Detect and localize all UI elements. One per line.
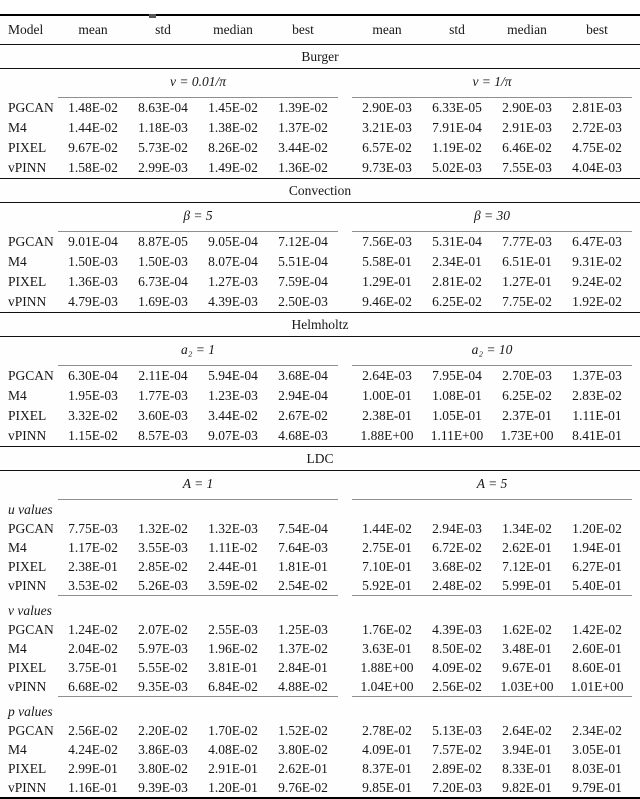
value-cell: 4.09E-02 (432, 659, 482, 675)
value-cell: 3.68E-02 (432, 558, 482, 574)
value-cell: 8.07E-04 (208, 254, 258, 270)
value-cell: 6.73E-04 (138, 274, 188, 290)
value-cell: 1.01E+00 (570, 678, 624, 694)
table-row-pgcan (0, 98, 640, 119)
value-cell: 2.56E-02 (68, 722, 118, 738)
value-cell: 2.62E-01 (278, 760, 328, 776)
value-cell: 1.92E-02 (572, 294, 622, 310)
value-cell: 1.20E-01 (208, 779, 258, 795)
value-cell: 3.63E-01 (362, 640, 412, 656)
col-header-mean-1: mean (78, 22, 108, 38)
value-cell: 5.94E-04 (208, 368, 258, 384)
group-header-row-convection (0, 203, 640, 232)
value-cell: 2.20E-02 (138, 722, 188, 738)
value-cell: 3.21E-03 (362, 120, 412, 136)
group-header-convection-1: β = 30 (352, 203, 632, 232)
value-cell: 5.73E-02 (138, 140, 188, 156)
value-cell: 5.40E-01 (572, 577, 622, 593)
group-header-helmholtz-0: a₂ = 1 (58, 337, 338, 366)
model-label-pgcan: PGCAN (8, 621, 54, 637)
model-label-m4: M4 (8, 640, 27, 656)
value-cell: 1.32E-02 (138, 520, 188, 536)
value-cell: 2.56E-02 (432, 678, 482, 694)
value-cell: 7.59E-04 (278, 274, 328, 290)
group-header-burger-1: ν = 1/π (352, 69, 632, 98)
value-cell: 1.45E-02 (208, 100, 258, 116)
value-cell: 9.39E-03 (138, 779, 188, 795)
model-label-vpinn: vPINN (8, 160, 47, 176)
value-cell: 2.04E-02 (68, 640, 118, 656)
value-cell: 5.13E-03 (432, 722, 482, 738)
value-cell: 6.30E-04 (68, 368, 118, 384)
value-cell: 6.27E-01 (572, 558, 622, 574)
group-header-ldc-1: A = 5 (352, 471, 632, 500)
caption-fragment (149, 14, 156, 18)
value-cell: 1.42E-02 (572, 621, 622, 637)
value-cell: 1.29E-01 (362, 274, 412, 290)
subsection-label-row (0, 601, 640, 620)
value-cell: 1.37E-02 (278, 640, 328, 656)
col-header-mean-2: mean (372, 22, 402, 38)
value-cell: 5.92E-01 (362, 577, 412, 593)
value-cell: 4.68E-03 (278, 428, 328, 444)
subsection-label-row (0, 702, 640, 721)
subsection-label-u: u values (8, 501, 53, 517)
col-header-best-2: best (586, 22, 608, 38)
value-cell: 8.57E-03 (138, 428, 188, 444)
table-row-pixel (0, 658, 640, 677)
model-label-vpinn: vPINN (8, 779, 47, 795)
table-row-m4 (0, 386, 640, 406)
model-label-pixel: PIXEL (8, 408, 47, 424)
value-cell: 2.99E-01 (68, 760, 118, 776)
section-title-row-helmholtz (0, 313, 640, 336)
subsection-label-p: p values (8, 703, 53, 719)
value-cell: 5.02E-03 (432, 160, 482, 176)
table-row-vpinn (0, 576, 640, 596)
model-label-pgcan: PGCAN (8, 368, 54, 383)
value-cell: 1.24E-02 (68, 621, 118, 637)
subsection-label-row (0, 500, 640, 520)
value-cell: 2.67E-02 (278, 408, 328, 424)
value-cell: 7.20E-03 (432, 779, 482, 795)
value-cell: 3.44E-02 (278, 140, 328, 156)
value-cell: 2.72E-03 (572, 120, 622, 136)
value-cell: 4.79E-03 (68, 294, 118, 310)
table-row-pgcan (0, 232, 640, 253)
value-cell: 2.99E-03 (138, 160, 188, 176)
value-cell: 2.34E-01 (432, 254, 482, 270)
value-cell: 3.75E-01 (68, 659, 118, 675)
value-cell: 5.51E-04 (278, 254, 328, 270)
table-row-pixel (0, 759, 640, 778)
model-label-m4: M4 (8, 741, 27, 757)
value-cell: 1.11E-01 (572, 408, 622, 424)
value-cell: 6.72E-02 (432, 539, 482, 555)
value-cell: 1.03E+00 (500, 678, 554, 694)
value-cell: 2.81E-02 (432, 274, 482, 290)
value-cell: 3.80E-02 (278, 741, 328, 757)
table-row-m4 (0, 118, 640, 138)
value-cell: 2.38E-01 (68, 558, 118, 574)
value-cell: 6.84E-02 (208, 678, 258, 694)
value-cell: 2.84E-01 (278, 659, 328, 675)
value-cell: 1.05E-01 (432, 408, 482, 424)
value-cell: 7.55E-03 (502, 160, 552, 176)
value-cell: 1.37E-02 (278, 120, 328, 136)
value-cell: 8.41E-01 (572, 428, 622, 444)
value-cell: 1.08E-01 (432, 388, 482, 404)
table-row-pgcan (0, 721, 640, 740)
value-cell: 6.51E-01 (502, 254, 552, 270)
value-cell: 9.67E-02 (68, 140, 118, 156)
value-cell: 1.17E-02 (68, 539, 118, 555)
value-cell: 2.44E-01 (208, 558, 258, 574)
value-cell: 1.37E-03 (572, 368, 622, 384)
section-title-helmholtz: Helmholtz (291, 316, 349, 332)
value-cell: 9.82E-01 (502, 779, 552, 795)
value-cell: 1.96E-02 (208, 640, 258, 656)
value-cell: 7.57E-02 (432, 741, 482, 757)
table-row-pgcan (0, 620, 640, 639)
value-cell: 3.55E-03 (138, 539, 188, 555)
value-cell: 7.12E-04 (278, 234, 328, 250)
table-row-vpinn (0, 292, 640, 312)
value-cell: 1.62E-02 (502, 621, 552, 637)
table-row-pgcan (0, 366, 640, 387)
value-cell: 7.75E-03 (68, 520, 118, 536)
value-cell: 2.64E-02 (502, 722, 552, 738)
value-cell: 4.39E-03 (432, 621, 482, 637)
col-header-median-1: median (213, 22, 253, 38)
value-cell: 2.78E-02 (362, 722, 412, 738)
value-cell: 3.59E-02 (208, 577, 258, 593)
value-cell: 2.83E-02 (572, 388, 622, 404)
value-cell: 9.76E-02 (278, 779, 328, 795)
table-row-m4 (0, 740, 640, 759)
value-cell: 2.90E-03 (362, 100, 412, 116)
group-header-ldc-0: A = 1 (58, 471, 338, 500)
value-cell: 9.67E-01 (502, 659, 552, 675)
value-cell: 9.01E-04 (68, 234, 118, 250)
value-cell: 6.25E-02 (502, 388, 552, 404)
value-cell: 2.91E-03 (502, 120, 552, 136)
paper-page (0, 14, 640, 796)
value-cell: 1.23E-03 (208, 388, 258, 404)
subsection-label-v: v values (8, 602, 52, 618)
table-row-pixel (0, 138, 640, 158)
col-header-model: Model (8, 22, 44, 38)
table-row-vpinn (0, 158, 640, 178)
model-label-pixel: PIXEL (8, 140, 47, 156)
value-cell: 2.34E-02 (572, 722, 622, 738)
table-row-pgcan (0, 519, 640, 538)
section-title-ldc: LDC (306, 450, 334, 466)
value-cell: 9.85E-01 (362, 779, 412, 795)
model-label-vpinn: vPINN (8, 578, 47, 593)
table-row-vpinn (0, 426, 640, 446)
model-label-pixel: PIXEL (8, 760, 47, 776)
value-cell: 1.16E-01 (68, 779, 118, 795)
value-cell: 1.88E+00 (360, 659, 414, 675)
model-label-pixel: PIXEL (8, 558, 47, 574)
value-cell: 8.03E-01 (572, 760, 622, 776)
value-cell: 1.11E+00 (430, 428, 484, 444)
value-cell: 2.55E-03 (208, 621, 258, 637)
value-cell: 2.07E-02 (138, 621, 188, 637)
model-label-pixel: PIXEL (8, 274, 47, 290)
model-label-pgcan: PGCAN (8, 234, 54, 249)
model-label-m4: M4 (8, 539, 27, 555)
value-cell: 1.52E-02 (278, 722, 328, 738)
value-cell: 1.44E-02 (68, 120, 118, 136)
value-cell: 4.24E-02 (68, 741, 118, 757)
value-cell: 6.25E-02 (432, 294, 482, 310)
value-cell: 6.33E-05 (432, 100, 482, 116)
value-cell: 9.35E-03 (138, 678, 188, 694)
value-cell: 4.04E-03 (572, 160, 622, 176)
value-cell: 5.99E-01 (502, 577, 552, 593)
col-header-std-2: std (449, 22, 465, 38)
value-cell: 2.48E-02 (432, 577, 482, 593)
value-cell: 4.88E-02 (278, 678, 328, 694)
group-header-row-helmholtz (0, 337, 640, 366)
value-cell: 2.90E-03 (502, 100, 552, 116)
table-row-pixel (0, 272, 640, 292)
table-row-pixel (0, 557, 640, 576)
value-cell: 9.73E-03 (362, 160, 412, 176)
value-cell: 1.27E-01 (502, 274, 552, 290)
value-cell: 1.73E+00 (500, 428, 554, 444)
value-cell: 9.31E-02 (572, 254, 622, 270)
value-cell: 1.95E-03 (68, 388, 118, 404)
value-cell: 1.15E-02 (68, 428, 118, 444)
value-cell: 3.86E-03 (138, 741, 188, 757)
model-label-pgcan: PGCAN (8, 520, 54, 536)
value-cell: 9.05E-04 (208, 234, 258, 250)
value-cell: 1.44E-02 (362, 520, 412, 536)
value-cell: 3.68E-04 (278, 368, 328, 384)
group-header-convection-0: β = 5 (58, 203, 338, 232)
value-cell: 2.75E-01 (362, 539, 412, 555)
model-label-vpinn: vPINN (8, 294, 47, 310)
value-cell: 2.70E-03 (502, 368, 552, 384)
value-cell: 7.56E-03 (362, 234, 412, 250)
section-title-convection: Convection (288, 182, 352, 198)
value-cell: 2.94E-04 (278, 388, 328, 404)
value-cell: 2.81E-03 (572, 100, 622, 116)
value-cell: 5.26E-03 (138, 577, 188, 593)
model-label-m4: M4 (8, 120, 27, 136)
value-cell: 1.48E-02 (68, 100, 118, 116)
value-cell: 5.55E-02 (138, 659, 188, 675)
value-cell: 1.70E-02 (208, 722, 258, 738)
group-header-row-ldc (0, 471, 640, 500)
value-cell: 2.11E-04 (138, 368, 188, 384)
value-cell: 1.77E-03 (138, 388, 188, 404)
value-cell: 3.44E-02 (208, 408, 258, 424)
value-cell: 3.60E-03 (138, 408, 188, 424)
section-title-row-ldc (0, 447, 640, 470)
value-cell: 3.80E-02 (138, 760, 188, 776)
value-cell: 7.54E-04 (278, 520, 328, 536)
value-cell: 3.32E-02 (68, 408, 118, 424)
value-cell: 1.88E+00 (360, 428, 414, 444)
col-header-std-1: std (155, 22, 171, 38)
value-cell: 2.38E-01 (362, 408, 412, 424)
value-cell: 6.46E-02 (502, 140, 552, 156)
section-title-burger: Burger (301, 48, 339, 64)
value-cell: 6.68E-02 (68, 678, 118, 694)
table-row-vpinn (0, 677, 640, 697)
value-cell: 8.50E-02 (432, 640, 482, 656)
value-cell: 6.57E-02 (362, 140, 412, 156)
value-cell: 5.97E-03 (138, 640, 188, 656)
value-cell: 4.09E-01 (362, 741, 412, 757)
value-cell: 7.64E-03 (278, 539, 328, 555)
col-header-median-2: median (507, 22, 547, 38)
value-cell: 1.04E+00 (360, 678, 414, 694)
value-cell: 9.24E-02 (572, 274, 622, 290)
value-cell: 2.60E-01 (572, 640, 622, 656)
value-cell: 4.08E-02 (208, 741, 258, 757)
value-cell: 1.11E-02 (208, 539, 258, 555)
section-title-row-burger (0, 45, 640, 68)
results-table (0, 14, 640, 799)
model-label-vpinn: vPINN (8, 679, 47, 694)
value-cell: 2.50E-03 (278, 294, 328, 310)
value-cell: 1.36E-02 (278, 160, 328, 176)
value-cell: 1.50E-03 (68, 254, 118, 270)
value-cell: 3.94E-01 (502, 741, 552, 757)
table-row-m4 (0, 538, 640, 557)
value-cell: 1.27E-03 (208, 274, 258, 290)
value-cell: 7.77E-03 (502, 234, 552, 250)
value-cell: 1.32E-03 (208, 520, 258, 536)
table-row-m4 (0, 639, 640, 658)
value-cell: 7.10E-01 (362, 558, 412, 574)
value-cell: 6.47E-03 (572, 234, 622, 250)
value-cell: 2.62E-01 (502, 539, 552, 555)
value-cell: 3.53E-02 (68, 577, 118, 593)
value-cell: 4.39E-03 (208, 294, 258, 310)
value-cell: 2.54E-02 (278, 577, 328, 593)
value-cell: 8.33E-01 (502, 760, 552, 776)
model-label-pgcan: PGCAN (8, 722, 54, 738)
col-header-best-1: best (292, 22, 314, 38)
value-cell: 8.26E-02 (208, 140, 258, 156)
value-cell: 1.58E-02 (68, 160, 118, 176)
value-cell: 1.69E-03 (138, 294, 188, 310)
model-label-vpinn: vPINN (8, 428, 47, 444)
value-cell: 1.49E-02 (208, 160, 258, 176)
model-label-m4: M4 (8, 254, 27, 270)
group-header-helmholtz-1: a₂ = 10 (352, 337, 632, 366)
value-cell: 3.81E-01 (208, 659, 258, 675)
table-row-m4 (0, 252, 640, 272)
value-cell: 7.75E-02 (502, 294, 552, 310)
column-header-row (0, 16, 640, 44)
value-cell: 8.63E-04 (138, 100, 188, 116)
value-cell: 3.05E-01 (572, 741, 622, 757)
value-cell: 2.64E-03 (362, 368, 412, 384)
value-cell: 8.60E-01 (572, 659, 622, 675)
value-cell: 3.48E-01 (502, 640, 552, 656)
value-cell: 1.19E-02 (432, 140, 482, 156)
table-row-vpinn (0, 778, 640, 797)
value-cell: 1.20E-02 (572, 520, 622, 536)
value-cell: 9.07E-03 (208, 428, 258, 444)
value-cell: 1.76E-02 (362, 621, 412, 637)
value-cell: 1.81E-01 (278, 558, 328, 574)
value-cell: 7.91E-04 (432, 120, 482, 136)
value-cell: 5.58E-01 (362, 254, 412, 270)
value-cell: 2.94E-03 (432, 520, 482, 536)
value-cell: 1.50E-03 (138, 254, 188, 270)
value-cell: 1.94E-01 (572, 539, 622, 555)
value-cell: 2.85E-02 (138, 558, 188, 574)
value-cell: 9.79E-01 (572, 779, 622, 795)
value-cell: 7.12E-01 (502, 558, 552, 574)
value-cell: 4.75E-02 (572, 140, 622, 156)
section-title-row-convection (0, 179, 640, 202)
value-cell: 2.37E-01 (502, 408, 552, 424)
value-cell: 1.39E-02 (278, 100, 328, 116)
value-cell: 1.00E-01 (362, 388, 412, 404)
value-cell: 1.36E-03 (68, 274, 118, 290)
value-cell: 9.46E-02 (362, 294, 412, 310)
value-cell: 1.18E-03 (138, 120, 188, 136)
value-cell: 1.38E-02 (208, 120, 258, 136)
value-cell: 8.87E-05 (138, 234, 188, 250)
model-label-pgcan: PGCAN (8, 100, 54, 115)
value-cell: 7.95E-04 (432, 368, 482, 384)
value-cell: 1.34E-02 (502, 520, 552, 536)
value-cell: 2.89E-02 (432, 760, 482, 776)
table-row-pixel (0, 406, 640, 426)
group-header-burger-0: ν = 0.01/π (58, 69, 338, 98)
value-cell: 8.37E-01 (362, 760, 412, 776)
value-cell: 2.91E-01 (208, 760, 258, 776)
model-label-m4: M4 (8, 388, 27, 404)
value-cell: 5.31E-04 (432, 234, 482, 250)
model-label-pixel: PIXEL (8, 659, 47, 675)
value-cell: 1.25E-03 (278, 621, 328, 637)
group-header-row-burger (0, 69, 640, 98)
